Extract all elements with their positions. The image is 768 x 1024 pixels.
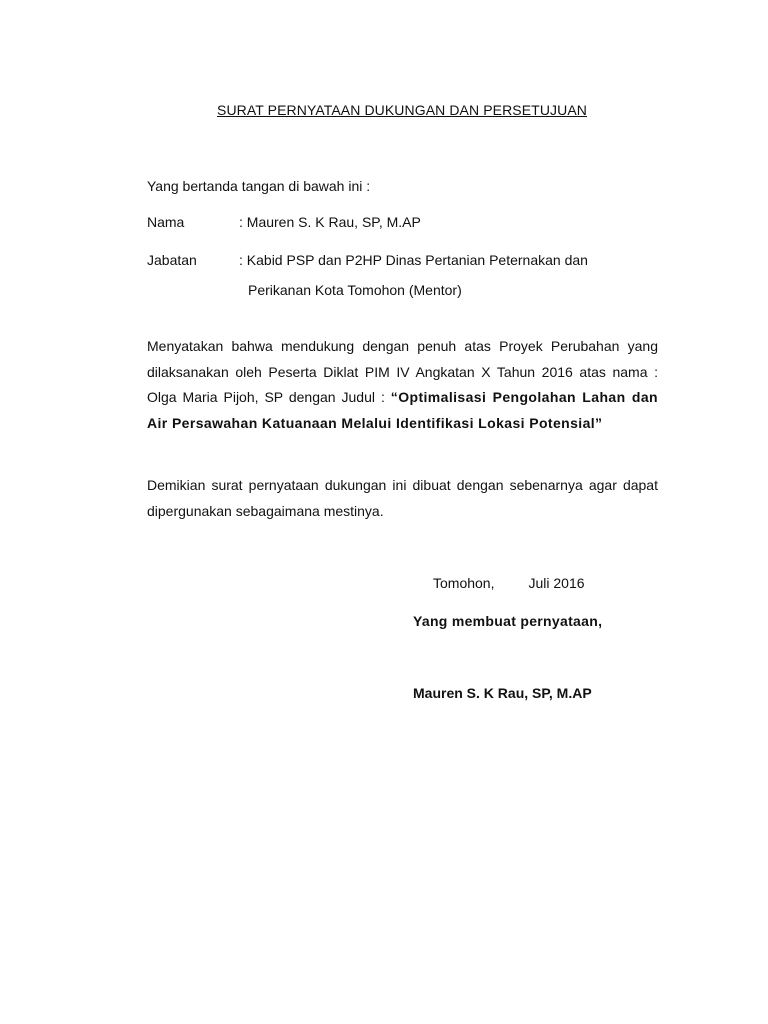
- closing-paragraph: Demikian surat pernyataan dukungan ini dibuat dengan sebenarnya agar dapat dipergunakan sebagaimana mestinya.: [147, 477, 658, 519]
- statement-text: Menyatakan bahwa mendukung dengan penuh atas Proyek Perubahan yang dilaksanakan oleh Peserta Diklat PIM IV Angkatan X Tahun 2016 atas nama : Olga Maria Pijoh, SP dengan Judul :: [147, 338, 658, 405]
- jabatan-value-line1: : Kabid PSP dan P2HP Dinas Pertanian Peternakan dan: [239, 252, 588, 268]
- nama-value: : Mauren S. K Rau, SP, M.AP: [239, 214, 421, 230]
- nama-label: Nama: [147, 214, 185, 230]
- signature-place: Tomohon,: [433, 575, 495, 591]
- statement-paragraph: [147, 334, 658, 436]
- signer-caption: Yang membuat pernyataan,: [413, 613, 603, 629]
- place-date: [433, 575, 585, 591]
- jabatan-value-line2: Perikanan Kota Tomohon (Mentor): [248, 282, 462, 298]
- signature-date: Juli 2016: [528, 575, 585, 591]
- jabatan-label: Jabatan: [147, 252, 197, 268]
- signer-name: Mauren S. K Rau, SP, M.AP: [413, 685, 592, 701]
- document-title: SURAT PERNYATAAN DUKUNGAN DAN PERSETUJUAN: [217, 102, 587, 118]
- intro-text: Yang bertanda tangan di bawah ini :: [147, 178, 371, 194]
- project-title: “Optimalisasi Pengolahan Lahan dan Air Persawahan Katuanaan Melalui Identifikasi Lokasi Potensial”: [147, 389, 658, 431]
